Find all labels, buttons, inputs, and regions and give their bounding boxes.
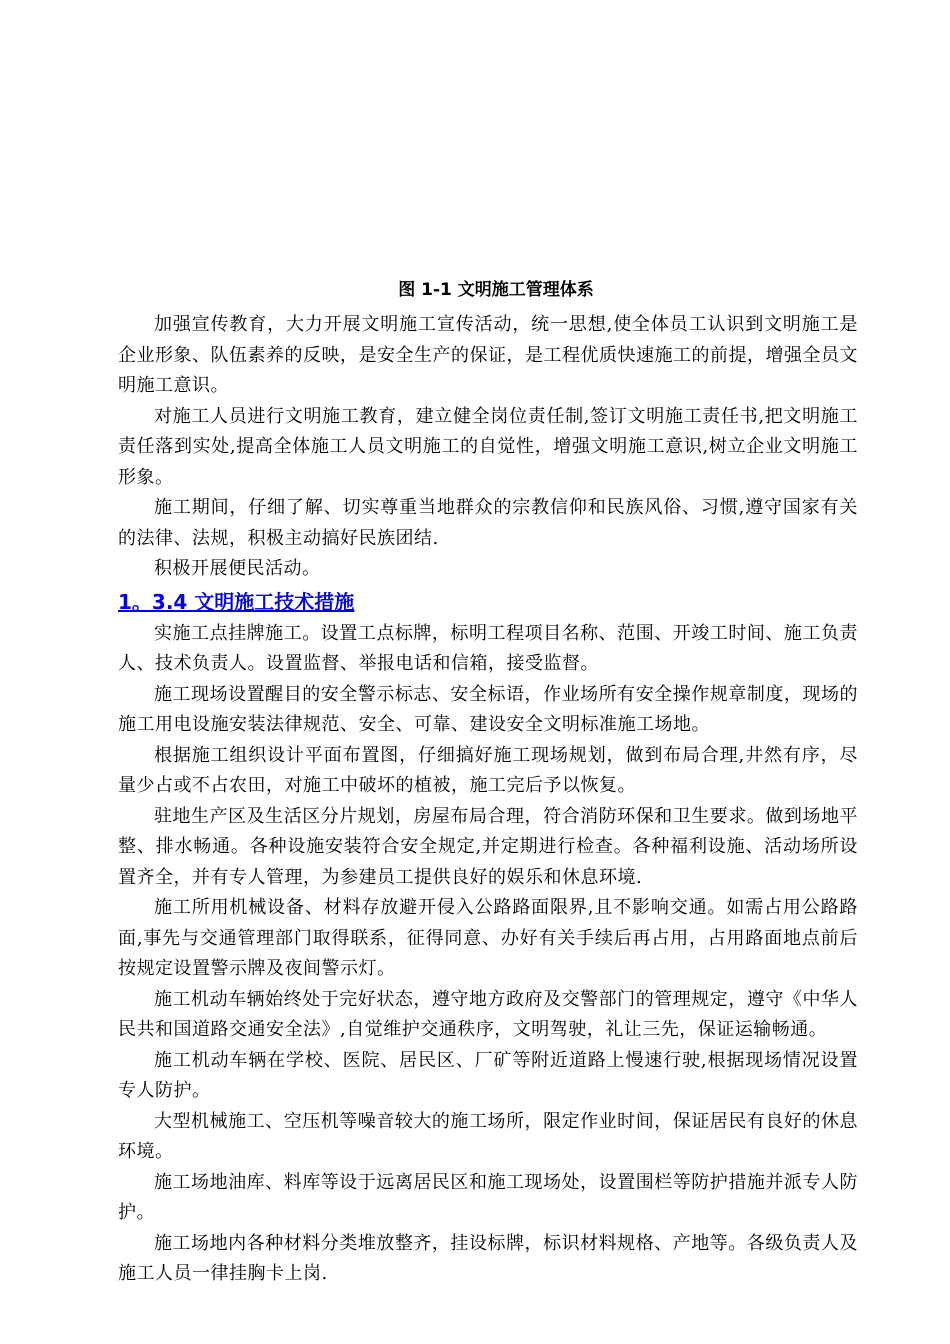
paragraph-warning-signs: 施工现场设置醒目的安全警示标志、安全标语，作业场所有安全操作规章制度，现场的施工用电设施安装法律规范、安全、可靠、建设安全文明标准施工场地。: [118, 683, 858, 735]
paragraph-convenience: 积极开展便民活动。: [154, 558, 321, 579]
paragraph-camp-layout: 驻地生产区及生活区分片规划，房屋布局合理，符合消防环保和卫生要求。做到场地平整、排水畅通。各种设施安装符合安全规定,并定期进行检查。各种福利设施、活动场所设置齐全，并有专人管理，为参建员工提供良好的娱乐和休息环境.: [118, 805, 858, 888]
paragraph-vehicle-rules: 施工机动车辆始终处于完好状态，遵守地方政府及交警部门的管理规定，遵守《中华人民共和国道路交通安全法》,自觉维护交通秩序，文明驾驶，礼让三先，保证运输畅通。: [118, 988, 858, 1040]
document-page: [118, 270, 858, 1290]
paragraph-noise: 大型机械施工、空压机等噪音较大的施工场所，限定作业时间，保证居民有良好的休息环境。: [118, 1110, 858, 1162]
paragraph-signage: 实施工点挂牌施工。设置工点标牌，标明工程项目名称、范围、开竣工时间、施工负责人、技术负责人。设置监督、举报电话和信箱，接受监督。: [118, 622, 858, 674]
paragraph-road-occupation: 施工所用机械设备、材料存放避开侵入公路路面限界,且不影响交通。如需占用公路路面,事先与交通管理部门取得联系，征得同意、办好有关手续后再占用，占用路面地点前后按规定设置警示牌及夜间警示灯。: [118, 897, 858, 979]
section-heading-link[interactable]: 1。3.4 文明施工技术措施: [118, 589, 355, 614]
figure-caption: 图 1-1 文明施工管理体系: [398, 280, 594, 300]
paragraph-education: 对施工人员进行文明施工教育，建立健全岗位责任制,签订文明施工责任书,把文明施工责任落到实处,提高全体施工人员文明施工的自觉性，增强文明施工意识,树立企业文明施工形象。: [118, 405, 858, 488]
paragraph-slow-driving: 施工机动车辆在学校、医院、居民区、厂矿等附近道路上慢速行驶,根据现场情况设置专人防护。: [118, 1049, 858, 1101]
paragraph-site-planning: 根据施工组织设计平面布置图，仔细搞好施工现场规划，做到布局合理,井然有序，尽量少占或不占农田，对施工中破坏的植被，施工完后予以恢复。: [118, 744, 858, 796]
paragraph-materials: 施工场地内各种材料分类堆放整齐，挂设标牌，标识材料规格、产地等。各级负责人及施工人员一律挂胸卡上岗.: [118, 1232, 858, 1284]
paragraph-publicity: 加强宣传教育，大力开展文明施工宣传活动，统一思想,使全体员工认识到文明施工是企业形象、队伍素养的反映，是安全生产的保证，是工程优质快速施工的前提，增强全员文明施工意识。: [118, 314, 858, 396]
paragraph-storage: 施工场地油库、料库等设于远离居民区和施工现场处，设置围栏等防护措施并派专人防护。: [118, 1171, 858, 1223]
paragraph-customs: 施工期间，仔细了解、切实尊重当地群众的宗教信仰和民族风俗、习惯,遵守国家有关的法律、法规，积极主动搞好民族团结.: [118, 497, 858, 549]
